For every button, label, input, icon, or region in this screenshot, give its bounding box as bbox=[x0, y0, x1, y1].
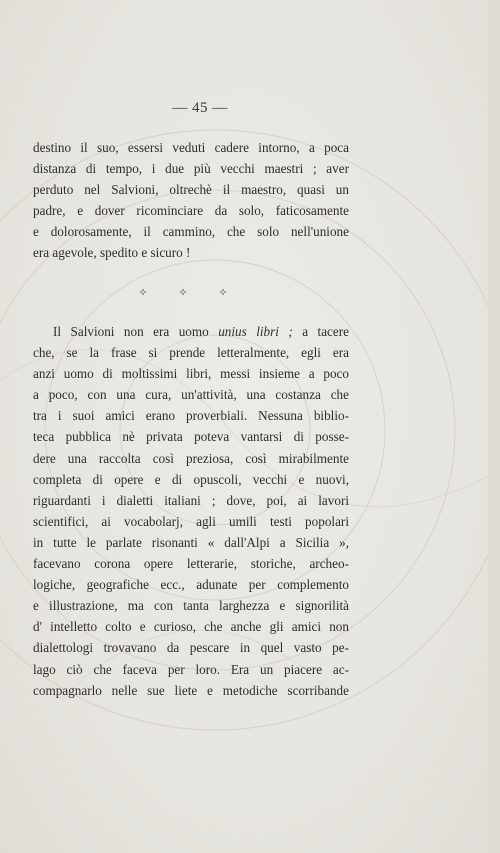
text-line: perduto nel Salvioni, oltrechè il maestro, quasi un bbox=[33, 182, 349, 198]
text-line: e illustrazione, ma con tanta larghezza e signorilità bbox=[33, 598, 349, 614]
first-line-text-end: a tacere bbox=[292, 324, 350, 339]
paragraph-1 bbox=[33, 137, 349, 264]
text-line: che, se la frase si prende letteralmente, egli era bbox=[33, 345, 349, 361]
text-line: teca pubblica nè privata poteva vantarsi di posse- bbox=[33, 429, 349, 445]
paragraph-2-first-line bbox=[33, 321, 349, 342]
text-line: completa di opere e di opuscoli, vecchi e nuovi, bbox=[33, 471, 349, 487]
text-line: compagnarlo nelle sue liete e metodiche scorribande bbox=[33, 682, 349, 698]
text-line: in tutte le parlate risonanti « dall'Alpi a Sicilia », bbox=[33, 534, 349, 550]
text-line: a poco, con una cura, un'attività, una costanza che bbox=[33, 387, 349, 403]
text-line: padre, e dover ricominciare da solo, faticosamente bbox=[33, 203, 349, 219]
text-line: scientifici, ai vocabolarj, agli umili testi popolari bbox=[33, 513, 349, 529]
text-line: anzi uomo di moltissimi libri, messi insieme a poco bbox=[33, 366, 349, 382]
text-line: tra i suoi amici erano proverbiali. Nessuna biblio- bbox=[33, 408, 349, 424]
text-line: e dolorosamente, il cammino, che solo nell'unione bbox=[33, 224, 349, 240]
section-ornament: ✧ ✧ ✧ bbox=[138, 287, 242, 299]
text-line: logiche, geografiche ecc., adunate per complemento bbox=[33, 577, 349, 593]
text-line: riguardanti i dialetti italiani ; dove, poi, ai lavori bbox=[33, 492, 349, 508]
text-line: era agevole, spedito e sicuro ! bbox=[33, 245, 191, 261]
text-line: dere una raccolta così preziosa, così mirabilmente bbox=[33, 450, 349, 466]
paragraph-2 bbox=[33, 321, 349, 701]
text-line: destino il suo, essersi veduti cadere intorno, a poca bbox=[33, 140, 349, 155]
first-line-text-start: Il Salvioni non era uomo bbox=[53, 324, 219, 339]
text-line: dialettologi trovavano da pescare in quel vasto pe- bbox=[33, 640, 349, 656]
text-line: distanza di tempo, i due più vecchi maestri ; aver bbox=[33, 161, 349, 177]
page-number: — 45 — bbox=[172, 100, 228, 116]
italic-phrase: unius libri ; bbox=[218, 324, 293, 339]
text-line: d' intelletto colto e curioso, che anche gli amici non bbox=[33, 619, 349, 635]
text-line: lago ciò che faceva per loro. Era un piacere ac- bbox=[33, 661, 349, 677]
text-line: facevano corona opere letterarie, storiche, archeo- bbox=[33, 556, 349, 572]
